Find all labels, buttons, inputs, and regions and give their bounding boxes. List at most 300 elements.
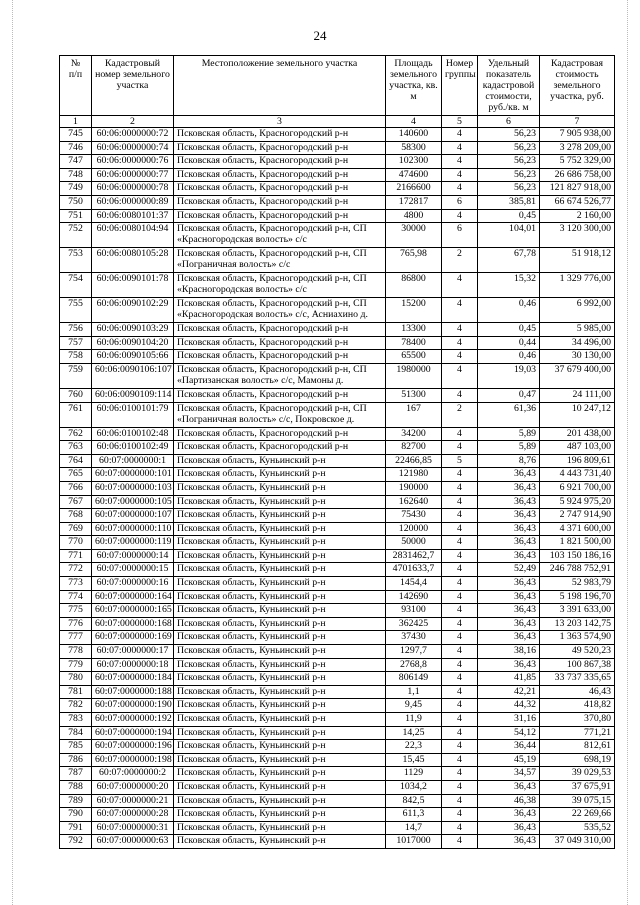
cadastral-cost-cell: 246 788 752,91 — [540, 563, 615, 577]
unit-value-cell: 36,43 — [478, 821, 540, 835]
row-number-cell: 773 — [60, 577, 92, 591]
group-number-cell: 4 — [442, 685, 478, 699]
row-number-cell: 781 — [60, 685, 92, 699]
header-cadastral-cost: Кадастровая стоимость земельного участка, руб. — [540, 56, 615, 116]
scan-margin-right — [627, 0, 628, 905]
cadastral-cost-cell: 100 867,38 — [540, 658, 615, 672]
group-number-cell: 4 — [442, 182, 478, 196]
unit-value-cell: 5,89 — [478, 441, 540, 455]
group-number-cell: 4 — [442, 713, 478, 727]
location-cell: Псковская область, Красногородский р-н, СП «Пограничная волость» с/с — [174, 248, 386, 273]
unit-value-cell: 31,16 — [478, 713, 540, 727]
unit-value-cell: 0,45 — [478, 323, 540, 337]
cadastral-number-cell: 60:07:0000000:168 — [92, 617, 174, 631]
group-number-cell: 4 — [442, 522, 478, 536]
location-cell: Псковская область, Куньинский р-н — [174, 713, 386, 727]
table-row — [60, 195, 615, 209]
location-cell: Псковская область, Куньинский р-н — [174, 808, 386, 822]
table-row — [60, 468, 615, 482]
location-cell: Псковская область, Красногородский р-н — [174, 141, 386, 155]
cadastral-cost-cell: 4 371 600,00 — [540, 522, 615, 536]
table-header-row — [60, 56, 615, 116]
row-number-cell: 757 — [60, 336, 92, 350]
table-row — [60, 336, 615, 350]
unit-value-cell: 36,43 — [478, 780, 540, 794]
unit-value-cell: 44,32 — [478, 699, 540, 713]
group-number-cell: 4 — [442, 604, 478, 618]
area-cell: 4701633,7 — [386, 563, 442, 577]
row-number-cell: 770 — [60, 536, 92, 550]
table-row — [60, 536, 615, 550]
cadastral-cost-cell: 535,52 — [540, 821, 615, 835]
cadastral-cost-cell: 66 674 526,77 — [540, 195, 615, 209]
location-cell: Псковская область, Куньинский р-н — [174, 699, 386, 713]
unit-value-cell: 67,78 — [478, 248, 540, 273]
location-cell: Псковская область, Куньинский р-н — [174, 549, 386, 563]
cadastral-cost-cell: 2 160,00 — [540, 209, 615, 223]
column-number: 2 — [92, 116, 174, 128]
cadastral-cost-cell: 51 918,12 — [540, 248, 615, 273]
unit-value-cell: 36,43 — [478, 631, 540, 645]
table-row — [60, 753, 615, 767]
cadastral-number-cell: 60:07:0000000:164 — [92, 590, 174, 604]
unit-value-cell: 54,12 — [478, 726, 540, 740]
table-body — [60, 128, 615, 849]
table-row — [60, 427, 615, 441]
table-row — [60, 128, 615, 142]
unit-value-cell: 36,43 — [478, 604, 540, 618]
area-cell: 142690 — [386, 590, 442, 604]
group-number-cell: 4 — [442, 835, 478, 849]
row-number-cell: 769 — [60, 522, 92, 536]
cadastral-number-cell: 60:06:0000000:78 — [92, 182, 174, 196]
header-location: Местоположение земельного участка — [174, 56, 386, 116]
unit-value-cell: 56,23 — [478, 155, 540, 169]
unit-value-cell: 36,43 — [478, 549, 540, 563]
cadastral-cost-cell: 1 821 500,00 — [540, 536, 615, 550]
area-cell: 75430 — [386, 509, 442, 523]
row-number-cell: 749 — [60, 182, 92, 196]
unit-value-cell: 15,32 — [478, 273, 540, 298]
cadastral-cost-cell: 33 737 335,65 — [540, 672, 615, 686]
group-number-cell: 4 — [442, 128, 478, 142]
cadastral-number-cell: 60:07:0000000:184 — [92, 672, 174, 686]
cadastral-number-cell: 60:06:0090101:78 — [92, 273, 174, 298]
group-number-cell: 4 — [442, 388, 478, 402]
cadastral-number-cell: 60:06:0080105:28 — [92, 248, 174, 273]
cadastral-number-cell: 60:06:0090102:29 — [92, 298, 174, 323]
table-row — [60, 631, 615, 645]
unit-value-cell: 5,89 — [478, 427, 540, 441]
table-row — [60, 298, 615, 323]
row-number-cell: 764 — [60, 454, 92, 468]
row-number-cell: 791 — [60, 821, 92, 835]
unit-value-cell: 8,76 — [478, 454, 540, 468]
cadastral-cost-cell: 771,21 — [540, 726, 615, 740]
group-number-cell: 4 — [442, 536, 478, 550]
row-number-cell: 750 — [60, 195, 92, 209]
row-number-cell: 780 — [60, 672, 92, 686]
unit-value-cell: 36,43 — [478, 536, 540, 550]
cadastral-cost-cell: 26 686 758,00 — [540, 168, 615, 182]
row-number-cell: 760 — [60, 388, 92, 402]
cadastral-cost-cell: 5 985,00 — [540, 323, 615, 337]
unit-value-cell: 56,23 — [478, 168, 540, 182]
cadastral-number-cell: 60:07:0000000:14 — [92, 549, 174, 563]
group-number-cell: 4 — [442, 699, 478, 713]
location-cell: Псковская область, Куньинский р-н — [174, 835, 386, 849]
cadastral-number-cell: 60:07:0000000:169 — [92, 631, 174, 645]
unit-value-cell: 56,23 — [478, 141, 540, 155]
cadastral-number-cell: 60:07:0000000:31 — [92, 821, 174, 835]
cadastral-number-cell: 60:06:0000000:74 — [92, 141, 174, 155]
row-number-cell: 772 — [60, 563, 92, 577]
cadastral-number-cell: 60:07:0000000:198 — [92, 753, 174, 767]
group-number-cell: 4 — [442, 441, 478, 455]
group-number-cell: 4 — [442, 141, 478, 155]
group-number-cell: 4 — [442, 617, 478, 631]
row-number-cell: 748 — [60, 168, 92, 182]
table-row — [60, 350, 615, 364]
table-row — [60, 713, 615, 727]
location-cell: Псковская область, Красногородский р-н — [174, 388, 386, 402]
cadastral-number-cell: 60:06:0000000:76 — [92, 155, 174, 169]
cadastral-cost-cell: 34 496,00 — [540, 336, 615, 350]
table-row — [60, 155, 615, 169]
cadastral-number-cell: 60:07:0000000:190 — [92, 699, 174, 713]
cadastral-cost-cell: 5 752 329,00 — [540, 155, 615, 169]
area-cell: 22,3 — [386, 740, 442, 754]
row-number-cell: 752 — [60, 223, 92, 248]
table-row — [60, 726, 615, 740]
table-row — [60, 699, 615, 713]
cadastral-cost-cell: 103 150 186,16 — [540, 549, 615, 563]
row-number-cell: 786 — [60, 753, 92, 767]
column-number: 7 — [540, 116, 615, 128]
area-cell: 13300 — [386, 323, 442, 337]
location-cell: Псковская область, Куньинский р-н — [174, 617, 386, 631]
area-cell: 611,3 — [386, 808, 442, 822]
location-cell: Псковская область, Красногородский р-н — [174, 155, 386, 169]
row-number-cell: 755 — [60, 298, 92, 323]
group-number-cell: 4 — [442, 298, 478, 323]
unit-value-cell: 42,21 — [478, 685, 540, 699]
cadastral-cost-cell: 13 203 142,75 — [540, 617, 615, 631]
cadastral-cost-cell: 7 905 938,00 — [540, 128, 615, 142]
row-number-cell: 792 — [60, 835, 92, 849]
cadastral-number-cell: 60:07:0000000:16 — [92, 577, 174, 591]
cadastral-cost-cell: 30 130,00 — [540, 350, 615, 364]
table-row — [60, 209, 615, 223]
area-cell: 82700 — [386, 441, 442, 455]
header-cadastral-number: Кадастровый номер земельного участка — [92, 56, 174, 116]
location-cell: Псковская область, Красногородский р-н, СП «Партизанская волость» с/с, Мамоны д. — [174, 363, 386, 388]
cadastral-cost-cell: 370,80 — [540, 713, 615, 727]
cadastral-cost-cell: 49 520,23 — [540, 645, 615, 659]
group-number-cell: 4 — [442, 427, 478, 441]
cadastral-number-cell: 60:06:0100102:48 — [92, 427, 174, 441]
cadastral-cost-cell: 121 827 918,00 — [540, 182, 615, 196]
area-cell: 2768,8 — [386, 658, 442, 672]
row-number-cell: 762 — [60, 427, 92, 441]
unit-value-cell: 36,43 — [478, 522, 540, 536]
row-number-cell: 778 — [60, 645, 92, 659]
location-cell: Псковская область, Куньинский р-н — [174, 563, 386, 577]
header-group: Номер группы — [442, 56, 478, 116]
group-number-cell: 4 — [442, 726, 478, 740]
cadastral-number-cell: 60:07:0000000:103 — [92, 481, 174, 495]
unit-value-cell: 36,43 — [478, 808, 540, 822]
area-cell: 78400 — [386, 336, 442, 350]
area-cell: 1454,4 — [386, 577, 442, 591]
unit-value-cell: 36,43 — [478, 590, 540, 604]
table-row — [60, 767, 615, 781]
group-number-cell: 4 — [442, 363, 478, 388]
scan-margin-left — [12, 0, 13, 905]
group-number-cell: 4 — [442, 672, 478, 686]
unit-value-cell: 36,43 — [478, 617, 540, 631]
location-cell: Псковская область, Куньинский р-н — [174, 780, 386, 794]
row-number-cell: 758 — [60, 350, 92, 364]
unit-value-cell: 45,19 — [478, 753, 540, 767]
area-cell: 121980 — [386, 468, 442, 482]
unit-value-cell: 46,38 — [478, 794, 540, 808]
cadastral-cost-cell: 812,61 — [540, 740, 615, 754]
cadastral-number-cell: 60:06:0100102:49 — [92, 441, 174, 455]
row-number-cell: 761 — [60, 402, 92, 427]
unit-value-cell: 36,43 — [478, 509, 540, 523]
area-cell: 102300 — [386, 155, 442, 169]
unit-value-cell: 52,49 — [478, 563, 540, 577]
area-cell: 93100 — [386, 604, 442, 618]
column-number: 4 — [386, 116, 442, 128]
area-cell: 15,45 — [386, 753, 442, 767]
area-cell: 474600 — [386, 168, 442, 182]
row-number-cell: 783 — [60, 713, 92, 727]
cadastral-number-cell: 60:07:0000000:107 — [92, 509, 174, 523]
row-number-cell: 746 — [60, 141, 92, 155]
area-cell: 765,98 — [386, 248, 442, 273]
row-number-cell: 753 — [60, 248, 92, 273]
location-cell: Псковская область, Куньинский р-н — [174, 577, 386, 591]
area-cell: 172817 — [386, 195, 442, 209]
location-cell: Псковская область, Куньинский р-н — [174, 481, 386, 495]
table-row — [60, 248, 615, 273]
group-number-cell: 2 — [442, 402, 478, 427]
group-number-cell: 4 — [442, 155, 478, 169]
unit-value-cell: 38,16 — [478, 645, 540, 659]
table-row — [60, 617, 615, 631]
table-row — [60, 141, 615, 155]
group-number-cell: 4 — [442, 794, 478, 808]
area-cell: 4800 — [386, 209, 442, 223]
cadastral-cost-cell: 1 329 776,00 — [540, 273, 615, 298]
group-number-cell: 4 — [442, 549, 478, 563]
table-row — [60, 658, 615, 672]
location-cell: Псковская область, Красногородский р-н — [174, 441, 386, 455]
cadastral-cost-cell: 3 120 300,00 — [540, 223, 615, 248]
row-number-cell: 768 — [60, 509, 92, 523]
location-cell: Псковская область, Куньинский р-н — [174, 468, 386, 482]
location-cell: Псковская область, Красногородский р-н — [174, 209, 386, 223]
location-cell: Псковская область, Куньинский р-н — [174, 767, 386, 781]
table-row — [60, 821, 615, 835]
cadastral-number-cell: 60:06:0090105:66 — [92, 350, 174, 364]
cadastral-cost-cell: 3 391 633,00 — [540, 604, 615, 618]
area-cell: 1,1 — [386, 685, 442, 699]
location-cell: Псковская область, Красногородский р-н — [174, 168, 386, 182]
cadastral-cost-cell: 52 983,79 — [540, 577, 615, 591]
location-cell: Псковская область, Красногородский р-н — [174, 182, 386, 196]
unit-value-cell: 61,36 — [478, 402, 540, 427]
location-cell: Псковская область, Куньинский р-н — [174, 740, 386, 754]
cadastral-cost-cell: 3 278 209,00 — [540, 141, 615, 155]
table-row — [60, 672, 615, 686]
table-row — [60, 549, 615, 563]
area-cell: 190000 — [386, 481, 442, 495]
area-cell: 51300 — [386, 388, 442, 402]
table-row — [60, 835, 615, 849]
table-row — [60, 481, 615, 495]
cadastral-number-cell: 60:07:0000000:18 — [92, 658, 174, 672]
table-row — [60, 740, 615, 754]
cadastral-cost-cell: 46,43 — [540, 685, 615, 699]
location-cell: Псковская область, Куньинский р-н — [174, 495, 386, 509]
group-number-cell: 4 — [442, 495, 478, 509]
cadastral-number-cell: 60:07:0000000:196 — [92, 740, 174, 754]
area-cell: 1017000 — [386, 835, 442, 849]
unit-value-cell: 56,23 — [478, 128, 540, 142]
row-number-cell: 784 — [60, 726, 92, 740]
group-number-cell: 5 — [442, 454, 478, 468]
table-row — [60, 495, 615, 509]
unit-value-cell: 0,45 — [478, 209, 540, 223]
row-number-cell: 779 — [60, 658, 92, 672]
group-number-cell: 6 — [442, 223, 478, 248]
table-row — [60, 454, 615, 468]
group-number-cell: 4 — [442, 577, 478, 591]
location-cell: Псковская область, Красногородский р-н — [174, 350, 386, 364]
table-row — [60, 509, 615, 523]
location-cell: Псковская область, Красногородский р-н — [174, 128, 386, 142]
cadastral-number-cell: 60:07:0000000:20 — [92, 780, 174, 794]
group-number-cell: 4 — [442, 821, 478, 835]
header-unit-value: Удельный показатель кадастровой стоимости, руб./кв. м — [478, 56, 540, 116]
unit-value-cell: 0,46 — [478, 350, 540, 364]
unit-value-cell: 36,43 — [478, 658, 540, 672]
location-cell: Псковская область, Куньинский р-н — [174, 645, 386, 659]
row-number-cell: 756 — [60, 323, 92, 337]
table-row — [60, 323, 615, 337]
location-cell: Псковская область, Куньинский р-н — [174, 685, 386, 699]
table-row — [60, 794, 615, 808]
area-cell: 1034,2 — [386, 780, 442, 794]
location-cell: Псковская область, Куньинский р-н — [174, 726, 386, 740]
unit-value-cell: 36,43 — [478, 481, 540, 495]
location-cell: Псковская область, Куньинский р-н — [174, 454, 386, 468]
group-number-cell: 4 — [442, 658, 478, 672]
cadastral-number-cell: 60:06:0080104:94 — [92, 223, 174, 248]
unit-value-cell: 36,43 — [478, 577, 540, 591]
cadastral-number-cell: 60:06:0090109:114 — [92, 388, 174, 402]
area-cell: 1129 — [386, 767, 442, 781]
cadastral-cost-cell: 10 247,12 — [540, 402, 615, 427]
cadastral-cost-cell: 196 809,61 — [540, 454, 615, 468]
area-cell: 34200 — [386, 427, 442, 441]
location-cell: Псковская область, Красногородский р-н — [174, 195, 386, 209]
cadastral-number-cell: 60:06:0090106:107 — [92, 363, 174, 388]
group-number-cell: 4 — [442, 509, 478, 523]
row-number-cell: 775 — [60, 604, 92, 618]
area-cell: 30000 — [386, 223, 442, 248]
cadastral-cost-cell: 6 992,00 — [540, 298, 615, 323]
row-number-cell: 782 — [60, 699, 92, 713]
row-number-cell: 785 — [60, 740, 92, 754]
location-cell: Псковская область, Куньинский р-н — [174, 672, 386, 686]
table-row — [60, 273, 615, 298]
column-number: 6 — [478, 116, 540, 128]
cadastral-number-cell: 60:07:0000000:165 — [92, 604, 174, 618]
column-number: 1 — [60, 116, 92, 128]
row-number-cell: 745 — [60, 128, 92, 142]
cadastral-number-cell: 60:06:0090104:20 — [92, 336, 174, 350]
location-cell: Псковская область, Куньинский р-н — [174, 794, 386, 808]
cadastral-cost-cell: 2 747 914,90 — [540, 509, 615, 523]
area-cell: 120000 — [386, 522, 442, 536]
cadastral-cost-cell: 1 363 574,90 — [540, 631, 615, 645]
group-number-cell: 4 — [442, 323, 478, 337]
area-cell: 9,45 — [386, 699, 442, 713]
cadastral-number-cell: 60:07:0000000:194 — [92, 726, 174, 740]
group-number-cell: 4 — [442, 468, 478, 482]
area-cell: 14,7 — [386, 821, 442, 835]
table-row — [60, 808, 615, 822]
location-cell: Псковская область, Куньинский р-н — [174, 590, 386, 604]
location-cell: Псковская область, Куньинский р-н — [174, 753, 386, 767]
unit-value-cell: 36,43 — [478, 835, 540, 849]
location-cell: Псковская область, Куньинский р-н — [174, 604, 386, 618]
cadastral-number-cell: 60:07:0000000:63 — [92, 835, 174, 849]
cadastral-number-cell: 60:07:0000000:101 — [92, 468, 174, 482]
area-cell: 2166600 — [386, 182, 442, 196]
cadastral-cost-cell: 201 438,00 — [540, 427, 615, 441]
unit-value-cell: 56,23 — [478, 182, 540, 196]
location-cell: Псковская область, Красногородский р-н — [174, 427, 386, 441]
cadastral-number-cell: 60:06:0000000:77 — [92, 168, 174, 182]
unit-value-cell: 385,81 — [478, 195, 540, 209]
cadastral-number-cell: 60:07:0000000:17 — [92, 645, 174, 659]
cadastral-number-cell: 60:06:0090103:29 — [92, 323, 174, 337]
cadastral-number-cell: 60:07:0000000:105 — [92, 495, 174, 509]
group-number-cell: 2 — [442, 248, 478, 273]
row-number-cell: 789 — [60, 794, 92, 808]
table-row — [60, 780, 615, 794]
table-row — [60, 645, 615, 659]
cadastral-number-cell: 60:06:0000000:72 — [92, 128, 174, 142]
row-number-cell: 767 — [60, 495, 92, 509]
table-row — [60, 363, 615, 388]
location-cell: Псковская область, Куньинский р-н — [174, 509, 386, 523]
cadastral-number-cell: 60:06:0000000:89 — [92, 195, 174, 209]
group-number-cell: 4 — [442, 336, 478, 350]
area-cell: 167 — [386, 402, 442, 427]
table-row — [60, 388, 615, 402]
unit-value-cell: 41,85 — [478, 672, 540, 686]
location-cell: Псковская область, Красногородский р-н, СП «Красногородская волость» с/с, Асниахино д. — [174, 298, 386, 323]
area-cell: 14,25 — [386, 726, 442, 740]
location-cell: Псковская область, Куньинский р-н — [174, 658, 386, 672]
cadastral-number-cell: 60:07:0000000:1 — [92, 454, 174, 468]
